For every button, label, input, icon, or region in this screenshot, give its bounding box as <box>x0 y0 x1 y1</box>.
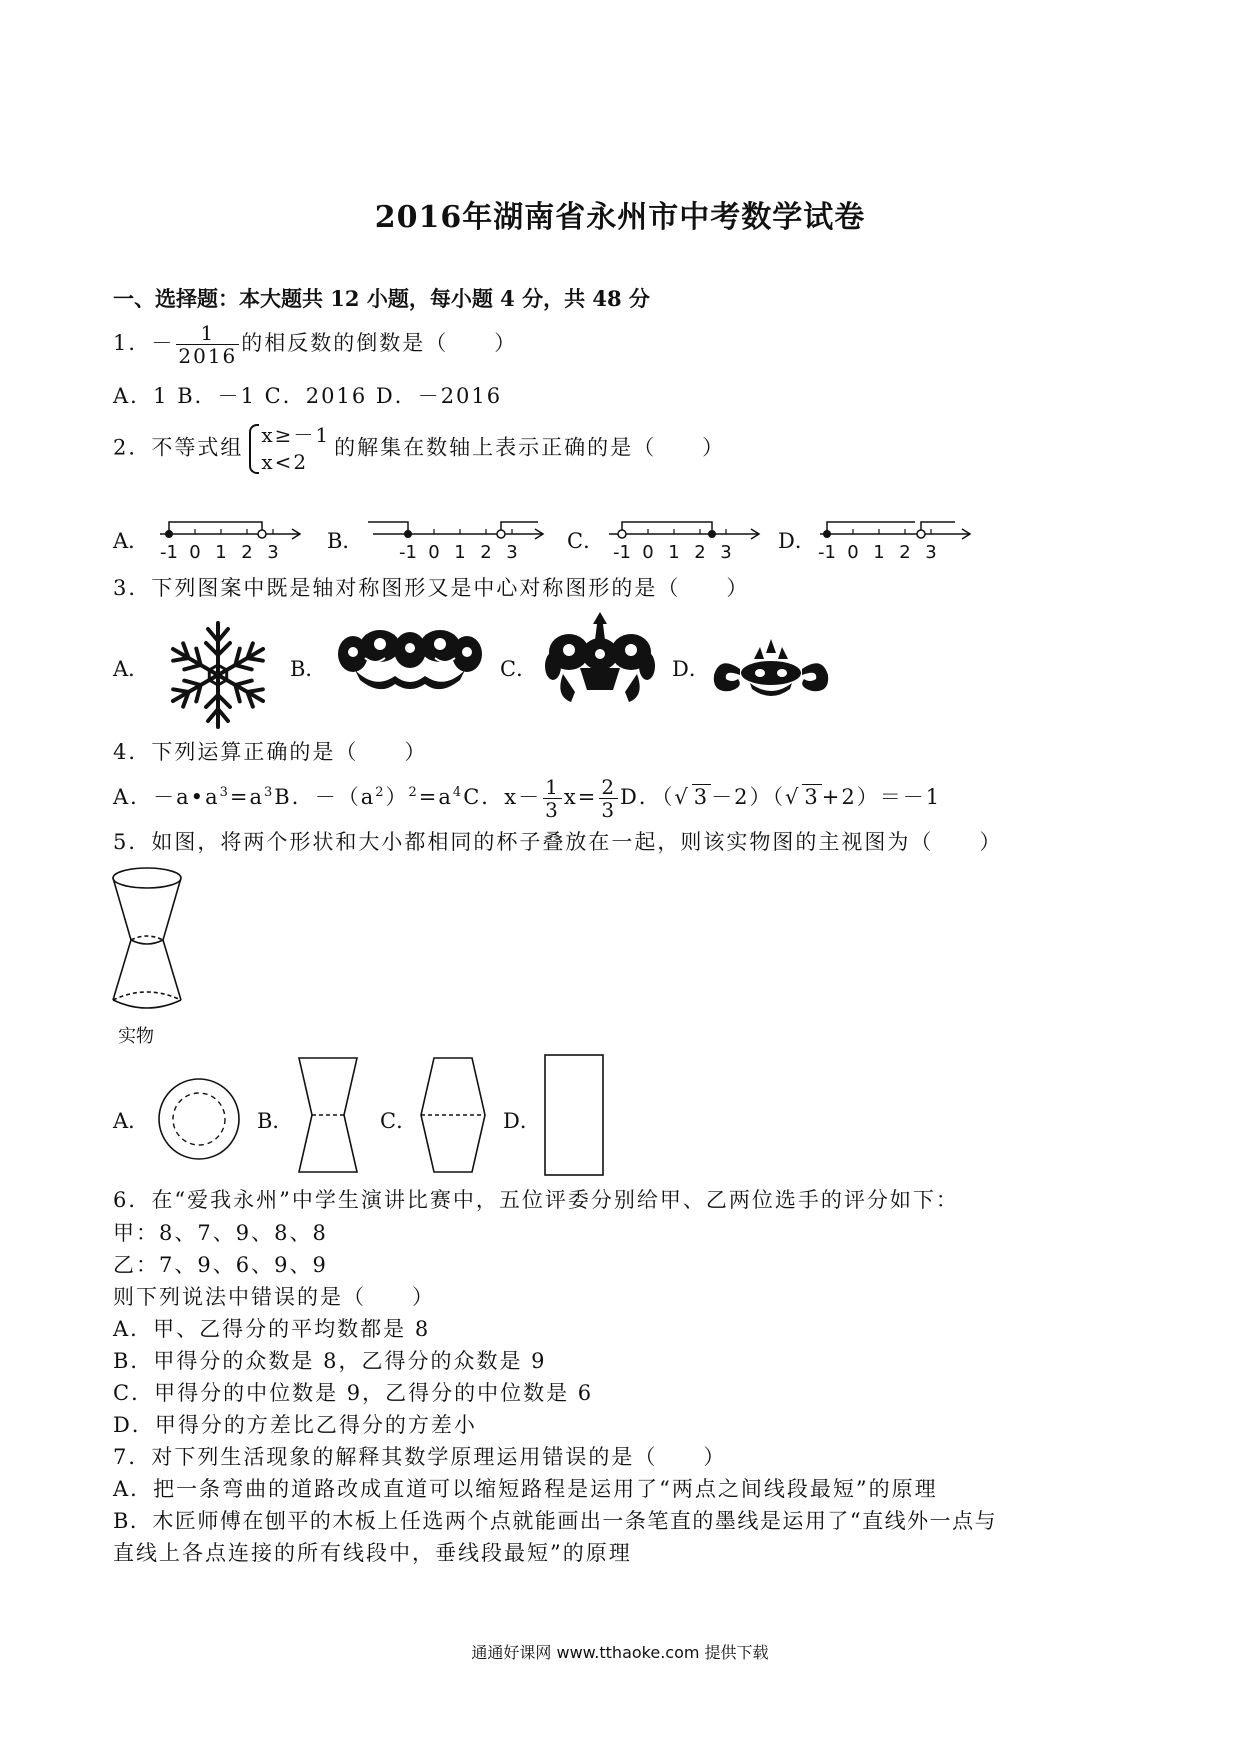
question-7: 7．对下列生活现象的解释其数学原理运用错误的是（ ） <box>113 1445 727 1469</box>
q5-view-a <box>156 1076 242 1162</box>
q6-ask: 则下列说法中错误的是（ ） <box>113 1285 435 1309</box>
q2-ineq-1: x≥－1 <box>261 423 331 447</box>
q6-option-b: B．甲得分的众数是 8，乙得分的众数是 9 <box>113 1349 547 1373</box>
tick-label: -1 <box>818 542 836 562</box>
q2-number-line-c <box>604 512 764 562</box>
q5-label-c: C． <box>380 1109 418 1133</box>
q4-option-c: C．x－ <box>463 785 542 809</box>
q2-inequality-system <box>247 422 330 476</box>
tick-label: 3 <box>720 542 732 562</box>
q5-view-c <box>418 1055 488 1175</box>
q4-text: x= <box>563 785 598 809</box>
q4-text: +2）＝－1 <box>821 785 942 809</box>
question-1 <box>113 322 517 367</box>
q3-label-a: A． <box>113 657 150 681</box>
q7-option-b-line1: B．木匠师傅在刨平的木板上任选两个点就能画出一条笔直的墨线是运用了“直线外一点与 <box>113 1509 998 1533</box>
tick-label: 0 <box>847 542 859 562</box>
q1-options: A．1 B．－1 C．2016 D．－2016 <box>113 384 503 408</box>
q4-sup: 2 <box>408 785 419 800</box>
question-6: 6．在“爱我永州”中学生演讲比赛中，五位评委分别给甲、乙两位选手的评分如下： <box>113 1188 959 1212</box>
q5-view-b <box>296 1055 360 1175</box>
q4-fraction <box>543 776 562 821</box>
sqrt-icon: √ <box>785 785 801 809</box>
tick-label: 2 <box>480 542 492 562</box>
q2-prefix: 2．不等式组 <box>113 435 244 460</box>
sqrt-icon: √ <box>674 785 690 809</box>
q4-sup: 2 <box>375 785 386 800</box>
tick-label: -1 <box>399 542 417 562</box>
q4-option-d: D．（ <box>620 785 675 809</box>
q4-text: =a <box>229 785 264 809</box>
tick-label: 3 <box>506 542 518 562</box>
frac-num: 2 <box>601 775 617 799</box>
q4-option-b: B．－（a <box>274 785 376 809</box>
tick-label: 3 <box>925 542 937 562</box>
q7-option-a: A．把一条弯曲的道路改成直道可以缩短路程是运用了“两点之间线段最短”的原理 <box>113 1477 938 1501</box>
q2-number-line-a <box>155 512 305 562</box>
question-3: 3．下列图案中既是轴对称图形又是中心对称图形的是（ ） <box>113 576 750 600</box>
tick-label: 1 <box>215 542 227 562</box>
q2-number-line-d <box>815 512 975 562</box>
q5-label-d: D． <box>503 1109 541 1133</box>
q5-label-a: A． <box>113 1109 150 1133</box>
stacked-cups-figure <box>105 860 190 1010</box>
tick-label: -1 <box>160 542 178 562</box>
frac-den: 3 <box>601 798 617 822</box>
snowflake-figure <box>158 616 278 734</box>
q1-frac-num: 1 <box>176 322 239 345</box>
q1-frac-den: 2016 <box>178 344 238 368</box>
footer-credit: 通通好课网 www.tthaoke.com 提供下载 <box>471 1643 769 1662</box>
tick-label: 2 <box>899 542 911 562</box>
q5-view-d <box>543 1053 605 1177</box>
q3-label-b: B． <box>290 657 327 681</box>
frac-den: 3 <box>545 798 560 822</box>
q5-label-b: B． <box>257 1109 294 1133</box>
tick-label: 0 <box>189 542 201 562</box>
q4-sup: 3 <box>264 785 275 800</box>
tick-label: 0 <box>642 542 654 562</box>
sqrt-radicand: 3 <box>804 785 820 809</box>
section-heading: 一、选择题：本大题共 12 小题，每小题 4 分，共 48 分 <box>113 286 650 311</box>
q1-suffix: 的相反数的倒数是（ ） <box>241 331 518 355</box>
page-title: 2016年湖南省永州市中考数学试卷 <box>374 200 866 235</box>
q4-sup: 4 <box>452 785 464 800</box>
question-2 <box>113 422 725 476</box>
q6-option-d: D．甲得分的方差比乙得分的方差小 <box>113 1413 477 1437</box>
q7-option-b-line2: 直线上各点连接的所有线段中，垂线段最短”的原理 <box>113 1541 632 1565</box>
tick-label: 2 <box>694 542 706 562</box>
q6-jia-scores: 甲：8、7、9、8、8 <box>113 1221 328 1245</box>
q4-text: ） <box>385 785 409 809</box>
q6-option-c: C．甲得分的中位数是 9，乙得分的中位数是 6 <box>113 1381 594 1405</box>
tick-label: 1 <box>454 542 466 562</box>
tick-label: -1 <box>613 542 631 562</box>
ornament-figure-d <box>710 635 832 705</box>
figure-caption: 实物 <box>118 1026 154 1047</box>
q4-fraction <box>599 776 618 821</box>
tick-label: 3 <box>267 542 279 562</box>
q1-fraction <box>176 322 239 367</box>
q6-option-a: A．甲、乙得分的平均数都是 8 <box>113 1317 431 1341</box>
question-5: 5．如图，将两个形状和大小都相同的杯子叠放在一起，则该实物图的主视图为（ ） <box>113 830 1003 854</box>
q2-label-d: D． <box>778 529 816 553</box>
q4-options <box>113 776 941 821</box>
ornament-figure-c <box>545 610 655 708</box>
tick-label: 2 <box>241 542 253 562</box>
tick-label: 1 <box>668 542 680 562</box>
q2-number-line-b <box>368 512 548 562</box>
q4-text: =a <box>418 785 453 809</box>
q2-ineq-2: x<2 <box>261 450 309 474</box>
q4-text: －2）（ <box>711 785 786 809</box>
q3-label-c: C． <box>500 657 538 681</box>
q4-sup: 3 <box>219 785 230 800</box>
q1-prefix: 1．－ <box>113 331 175 355</box>
ornament-figure-b <box>335 618 485 696</box>
q2-label-b: B． <box>327 529 364 553</box>
q3-label-d: D． <box>672 657 710 681</box>
question-4: 4．下列运算正确的是（ ） <box>113 740 428 764</box>
sqrt-radicand: 3 <box>693 785 710 809</box>
q2-suffix: 的解集在数轴上表示正确的是（ ） <box>334 435 726 460</box>
tick-label: 0 <box>428 542 440 562</box>
q2-label-a: A． <box>113 529 150 553</box>
q6-yi-scores: 乙：7、9、6、9、9 <box>113 1253 328 1277</box>
q2-label-c: C． <box>567 529 605 553</box>
frac-num: 1 <box>545 775 560 799</box>
q4-option-a: A．－a•a <box>113 785 220 809</box>
tick-label: 1 <box>873 542 885 562</box>
